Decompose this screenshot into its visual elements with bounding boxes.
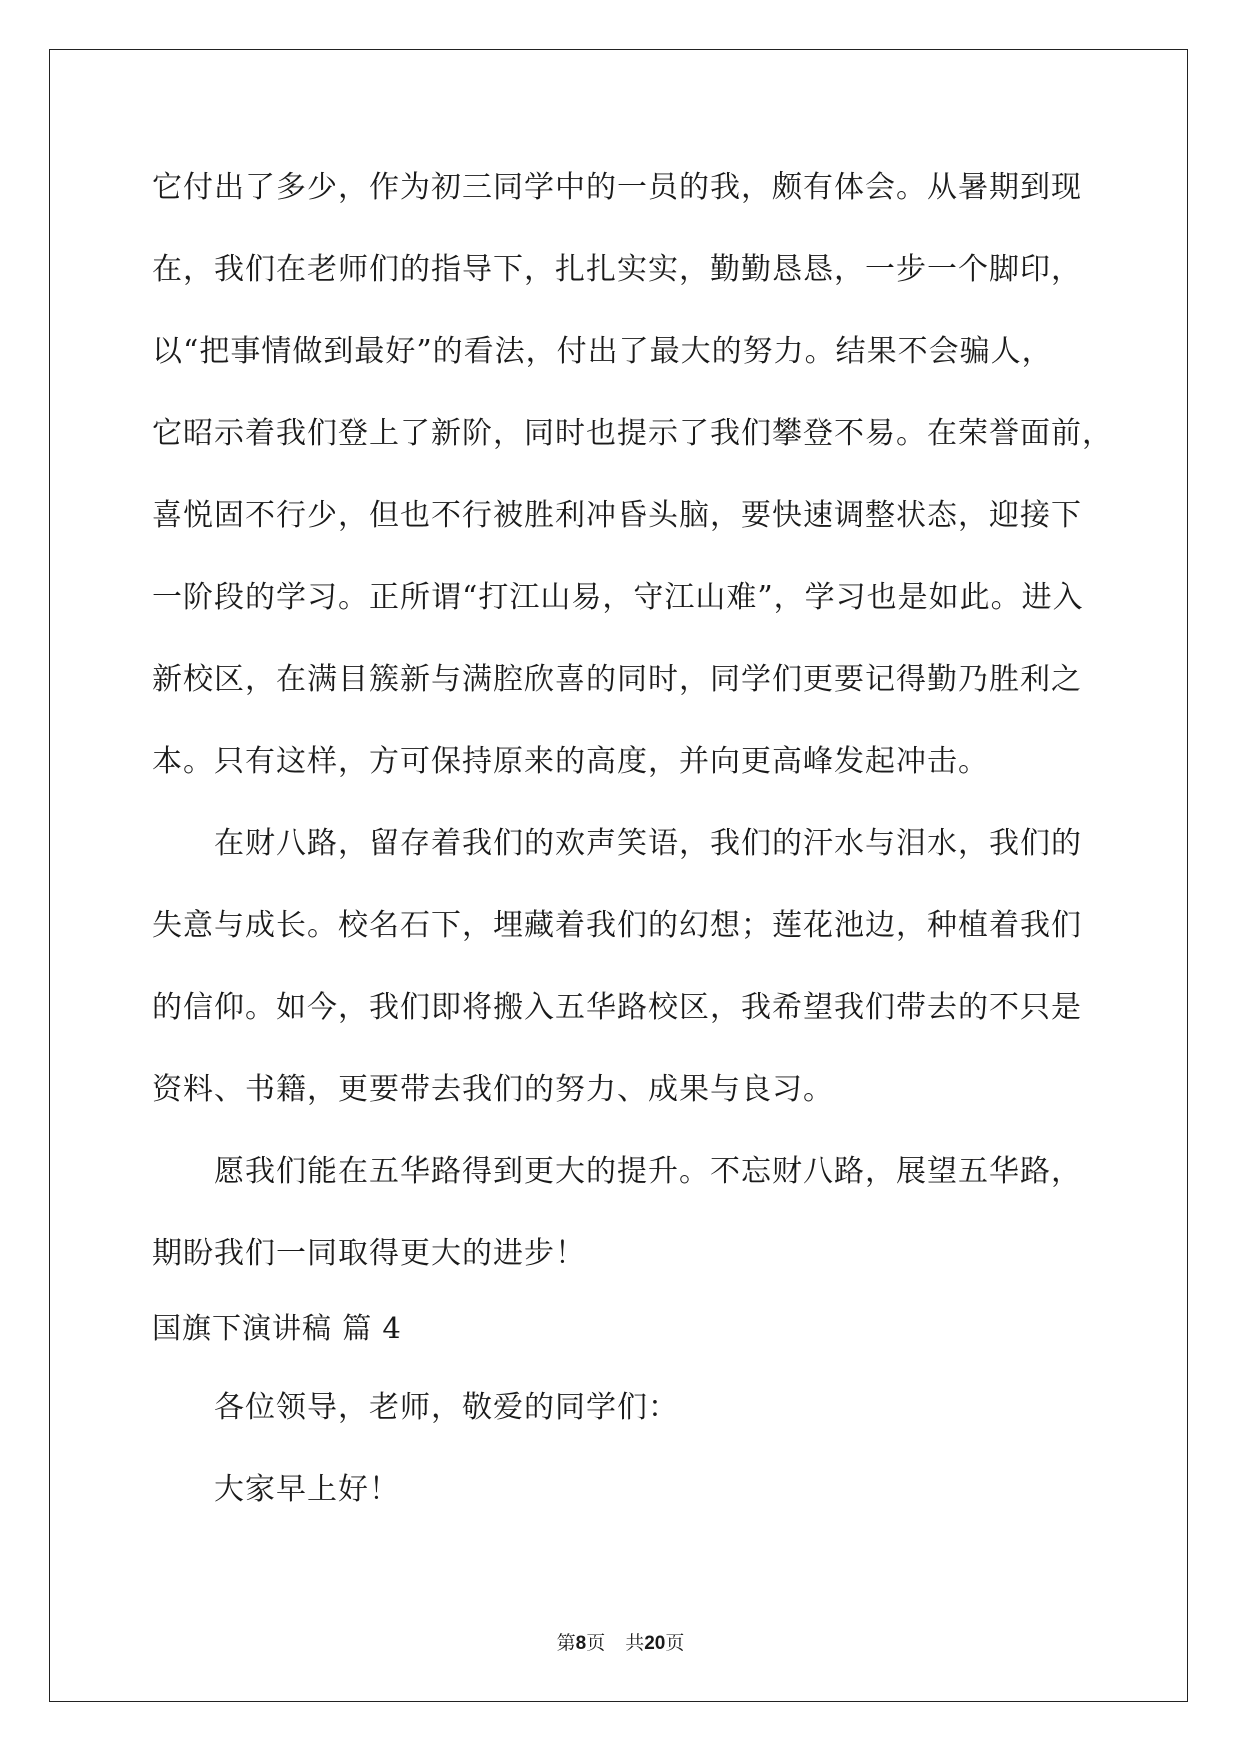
total-prefix: 共 — [625, 1632, 645, 1654]
body-text-line: 它付出了多少，作为初三同学中的一员的我，颇有体会。从暑期到现 — [152, 170, 1082, 205]
body-text-line: 喜悦固不行少，但也不行被胜利冲昏头脑，要快速调整状态，迎接下 — [152, 498, 1082, 533]
body-text-line: 期盼我们一同取得更大的进步！ — [152, 1236, 586, 1271]
body-text-line: 它昭示着我们登上了新阶，同时也提示了我们攀登不易。在荣誉面前， — [152, 416, 1113, 451]
total-pages: 20 — [644, 1633, 666, 1654]
body-text-line: 以“把事情做到最好”的看法，付出了最大的努力。结果不会骗人， — [152, 334, 1053, 369]
page-suffix: 页 — [586, 1632, 606, 1654]
total-suffix: 页 — [665, 1632, 685, 1654]
page-prefix: 第 — [556, 1632, 576, 1654]
body-text-line: 一阶段的学习。正所谓“打江山易，守江山难”，学习也是如此。进入 — [152, 580, 1084, 615]
page-number: 8 — [575, 1633, 587, 1654]
body-text-line: 的信仰。如今，我们即将搬入五华路校区，我希望我们带去的不只是 — [152, 990, 1082, 1025]
body-text-line: 失意与成长。校名石下，埋藏着我们的幻想；莲花池边，种植着我们 — [152, 908, 1082, 943]
body-text-line: 在财八路，留存着我们的欢声笑语，我们的汗水与泪水，我们的 — [214, 826, 1082, 861]
page-footer — [0, 1631, 1241, 1656]
body-text-line: 资料、书籍，更要带去我们的努力、成果与良习。 — [152, 1072, 834, 1107]
salutation: 各位领导，老师，敬爱的同学们： — [214, 1390, 679, 1425]
body-text-line: 新校区，在满目簇新与满腔欣喜的同时，同学们更要记得勤乃胜利之 — [152, 662, 1082, 697]
body-text-line: 愿我们能在五华路得到更大的提升。不忘财八路，展望五华路， — [214, 1154, 1082, 1189]
greeting: 大家早上好！ — [214, 1472, 400, 1507]
page-border — [49, 49, 1188, 1702]
section-heading: 国旗下演讲稿 篇 4 — [152, 1311, 402, 1345]
body-text-line: 本。只有这样，方可保持原来的高度，并向更高峰发起冲击。 — [152, 744, 989, 779]
body-text-line: 在，我们在老师们的指导下，扎扎实实，勤勤恳恳，一步一个脚印， — [152, 252, 1082, 287]
